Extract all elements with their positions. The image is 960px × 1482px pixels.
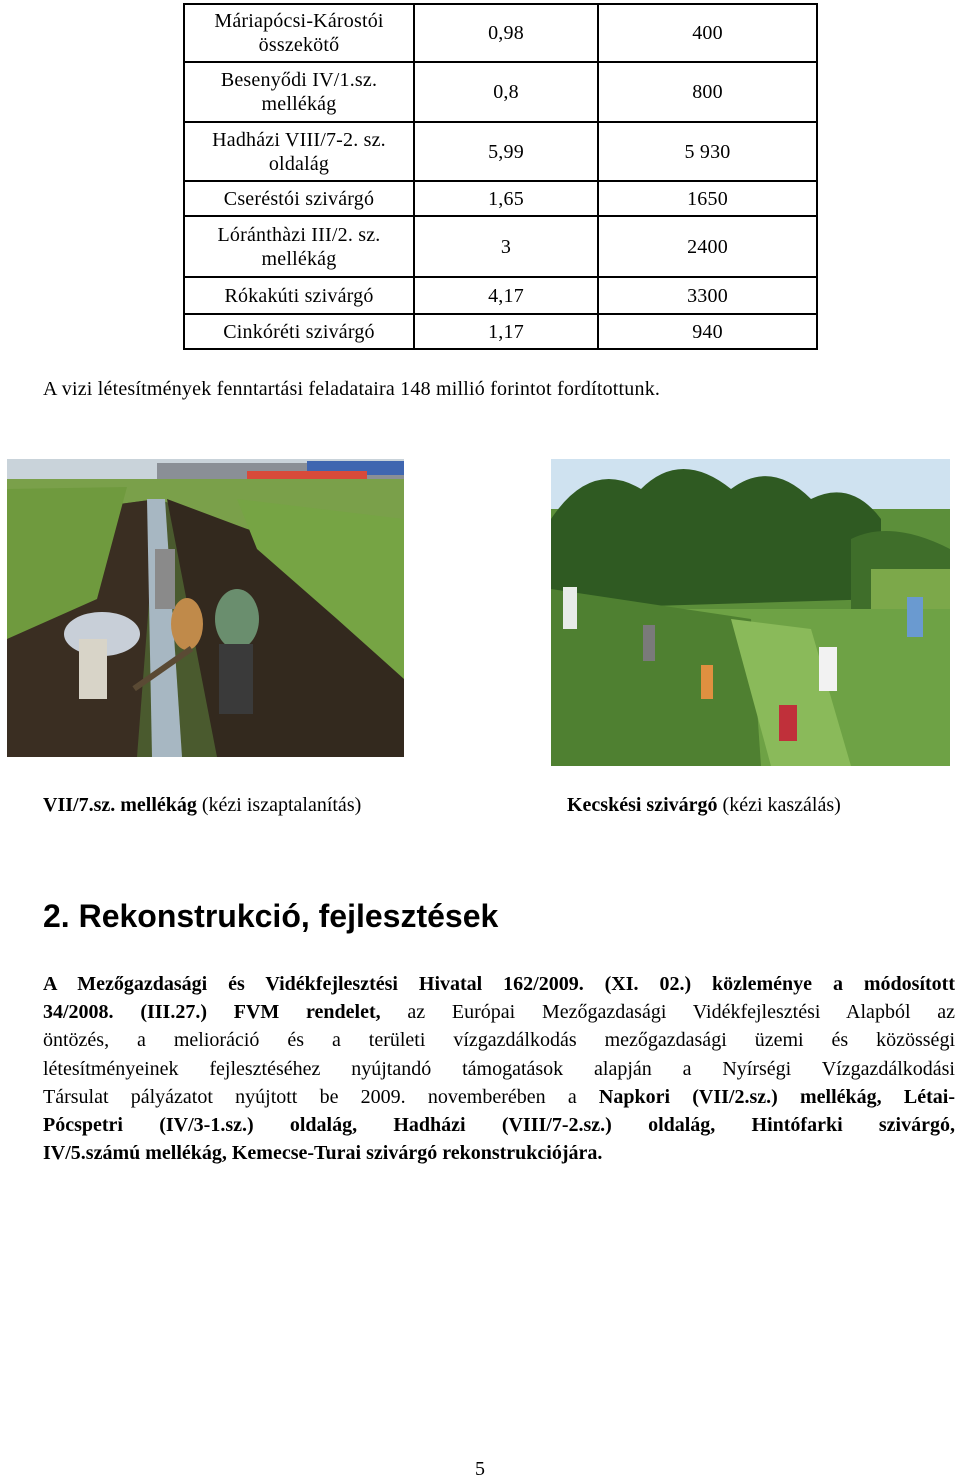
body-paragraph bbox=[43, 970, 955, 1167]
paragraph-line: IV/5.számú mellékág, Kemecse-Turai szivárgó rekonstrukciójára. bbox=[43, 1142, 603, 1165]
paragraph-line: öntözés, a melioráció és a területi vízgazdálkodás mezőgazdasági üzemi és közösségi bbox=[43, 1029, 955, 1052]
table-cell-name: Cseréstói szivárgó bbox=[184, 181, 414, 216]
table-cell-value: 1650 bbox=[598, 181, 817, 216]
table-row bbox=[184, 216, 817, 277]
table-cell-value: 940 bbox=[598, 314, 817, 349]
paragraph-line: létesítményeinek fejlesztéséhez nyújtandó támogatások alapján a Nyírségi Vízgazdálkodási bbox=[43, 1057, 955, 1080]
section-heading: 2. Rekonstrukció, fejlesztések bbox=[43, 898, 499, 934]
table-cell-value: 800 bbox=[598, 62, 817, 122]
table-row bbox=[184, 62, 817, 122]
table-cell-value: 400 bbox=[598, 4, 817, 62]
table-cell-value: 5 930 bbox=[598, 122, 817, 181]
table-cell-name: Rókakúti szivárgó bbox=[184, 277, 414, 314]
table-row bbox=[184, 122, 817, 181]
caption-reed-cutting: Kecskési szivárgó (kézi kaszálás) bbox=[567, 794, 841, 816]
ditch-clearing-photo bbox=[7, 459, 404, 757]
paragraph-line: Pócspetri (IV/3-1.sz.) oldalág, Hadházi (VIII/7-2.sz.) oldalág, Hintófarki szivárgó, bbox=[43, 1113, 955, 1136]
table-row bbox=[184, 4, 817, 62]
reed-cutting-photo bbox=[551, 459, 950, 766]
table-cell-value: 2400 bbox=[598, 216, 817, 277]
table-cell-length: 0,98 bbox=[414, 4, 598, 62]
table-cell-name: Máriapócsi-Károstói összekötő bbox=[184, 4, 414, 62]
table-cell-name: Lóránthàzi III/2. sz. mellékág bbox=[184, 216, 414, 277]
paragraph-line: A Mezőgazdasági és Vidékfejlesztési Hivatal 162/2009. (XI. 02.) közleménye a módosított bbox=[43, 973, 955, 995]
table-cell-length: 1,17 bbox=[414, 314, 598, 349]
table-cell-length: 5,99 bbox=[414, 122, 598, 181]
paragraph-line: 34/2008. (III.27.) FVM rendelet, az Európai Mezőgazdasági Vidékfejlesztési Alapból az bbox=[43, 1001, 956, 1024]
table-cell-length: 3 bbox=[414, 216, 598, 277]
page-number: 5 bbox=[475, 1458, 485, 1480]
table-cell-length: 4,17 bbox=[414, 277, 598, 314]
table-cell-name: Hadházi VIII/7-2. sz. oldalág bbox=[184, 122, 414, 181]
table-cell-name: Cinkóréti szivárgó bbox=[184, 314, 414, 349]
table-row bbox=[184, 181, 817, 216]
table-cell-name: Besenyődi IV/1.sz. mellékág bbox=[184, 62, 414, 122]
table-row bbox=[184, 277, 817, 314]
table-cell-length: 1,65 bbox=[414, 181, 598, 216]
table-cell-value: 3300 bbox=[598, 277, 817, 314]
table-cell-length: 0,8 bbox=[414, 62, 598, 122]
caption-ditch-clearing: VII/7.sz. mellékág (kézi iszaptalanítás) bbox=[43, 794, 362, 816]
waterworks-table bbox=[183, 3, 818, 350]
table-row bbox=[184, 314, 817, 349]
paragraph-line: Társulat pályázatot nyújtott be 2009. novemberében a Napkori (VII/2.sz.) mellékág, Létai- bbox=[43, 1085, 955, 1108]
maintenance-cost-text: A vizi létesítmények fenntartási feladataira 148 millió forintot fordítottunk. bbox=[43, 378, 661, 400]
